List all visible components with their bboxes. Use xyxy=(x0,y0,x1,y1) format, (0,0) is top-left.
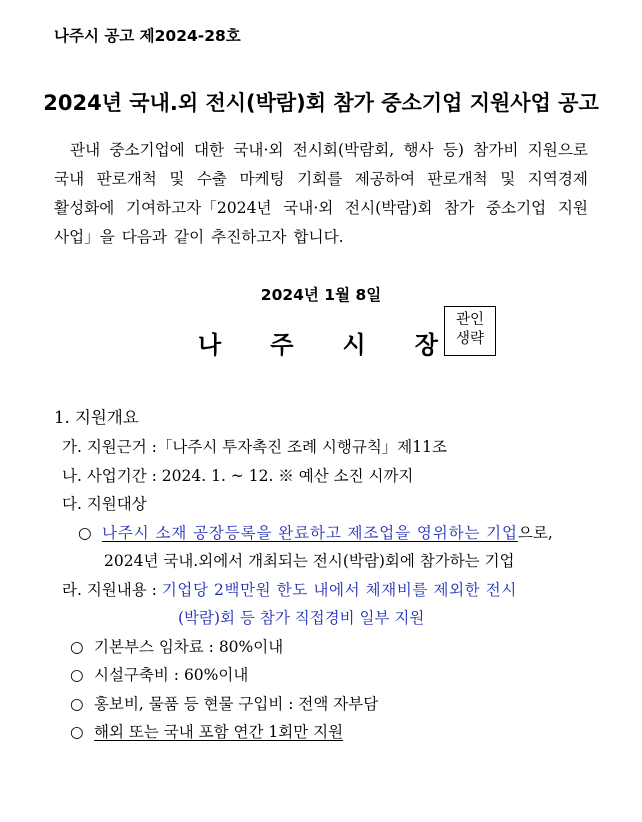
intro-word: 사업」을 xyxy=(54,228,115,246)
seal-line: 관인 xyxy=(455,312,484,328)
intro-line xyxy=(54,227,588,247)
intro-word: 행사 xyxy=(403,141,434,159)
intro-word: 중소기업 xyxy=(485,199,547,217)
bullet-circle: ○ xyxy=(70,638,84,656)
intro-word: 국내·외 xyxy=(283,199,334,217)
support-target-label: 다. 지원대상 xyxy=(62,495,147,513)
target-condition: 나주시 소재 공장등록을 완료하고 제조업을 영위하는 기업 xyxy=(102,524,518,542)
signer-char: 나 xyxy=(198,331,222,359)
intro-word: 지역경제 xyxy=(527,170,588,188)
list-item xyxy=(70,665,248,685)
intro-word: 참가비 xyxy=(473,141,519,159)
support-basis: 가. 지원근거 :「나주시 투자촉진 조례 시행규칙」제11조 xyxy=(62,438,447,456)
intro-word: 합니다. xyxy=(293,228,344,246)
signer-char: 시 xyxy=(342,331,366,359)
list-item xyxy=(70,637,283,657)
list-item-text: 해외 또는 국내 포함 연간 1회만 지원 xyxy=(94,723,344,741)
intro-word: 수출 xyxy=(196,170,227,188)
notice-date: 2024년 1월 8일 xyxy=(260,286,382,304)
intro-word: 대한 xyxy=(193,141,225,159)
intro-word: 제공하여 xyxy=(354,170,416,188)
signer-title xyxy=(198,325,438,360)
intro-word: 관내 xyxy=(70,141,101,159)
intro-word: 판로개척 xyxy=(427,170,488,188)
intro-word: 전시회(박람회, xyxy=(292,141,395,159)
intro-word: 기회를 xyxy=(297,170,343,188)
list-item-text: 기본부스 임차료 : 80%이내 xyxy=(94,638,284,656)
intro-word: 지원으로 xyxy=(527,141,588,159)
target-condition-tail: 으로, xyxy=(517,524,553,542)
list-item xyxy=(70,694,378,714)
intro-word: 판로개척 xyxy=(96,170,157,188)
intro-word: 국내·외 xyxy=(233,141,284,159)
intro-word: 중소기업에 xyxy=(109,141,185,159)
project-period: 나. 사업기간 : 2024. 1. ~ 12. ※ 예산 소진 시까지 xyxy=(62,467,414,485)
intro-word: 지원 xyxy=(557,199,588,217)
signer-char: 장 xyxy=(414,331,438,359)
intro-word: 및 xyxy=(169,170,185,188)
notice-number: 나주시 공고 제2024-28호 xyxy=(54,27,241,45)
seal-line: 생략 xyxy=(455,331,484,347)
bullet-circle: ○ xyxy=(78,524,92,542)
intro-line xyxy=(70,140,588,160)
support-content xyxy=(62,580,517,600)
intro-word: 같이 xyxy=(174,228,205,246)
support-content-label: 라. 지원내용 : xyxy=(62,581,157,599)
support-content-text-cont: (박람)회 등 참가 직접경비 일부 지원 xyxy=(178,609,425,627)
intro-word: 및 xyxy=(500,170,516,188)
official-seal-box xyxy=(444,306,496,356)
intro-word: 기여하고자「2024년 xyxy=(125,199,272,217)
intro-word: 국내 xyxy=(54,170,85,188)
intro-word: 다음과 xyxy=(121,228,167,246)
support-target-item-cont: 2024년 국내.외에서 개최되는 전시(박람)회에 참가하는 기업 xyxy=(104,552,515,570)
bullet-circle: ○ xyxy=(70,666,84,684)
signer-char: 주 xyxy=(270,331,294,359)
intro-word: 전시(박람)회 xyxy=(345,199,433,217)
support-content-text: 기업당 2백만원 한도 내에서 체재비를 제외한 전시 xyxy=(161,581,517,599)
intro-word: 추진하고자 xyxy=(211,228,287,246)
list-item-text: 시설구축비 : 60%이내 xyxy=(94,666,249,684)
list-item xyxy=(70,722,343,742)
bullet-circle: ○ xyxy=(70,723,84,741)
document-title: 2024년 국내.외 전시(박람)회 참가 중소기업 지원사업 공고 xyxy=(43,91,599,115)
intro-line xyxy=(54,198,588,218)
intro-word: 등) xyxy=(442,141,464,159)
support-target-item xyxy=(78,523,553,543)
intro-word: 마케팅 xyxy=(239,170,285,188)
section-heading: 1. 지원개요 xyxy=(54,408,139,427)
intro-word: 참가 xyxy=(444,199,475,217)
intro-line xyxy=(54,169,588,189)
bullet-circle: ○ xyxy=(70,695,84,713)
intro-word: 활성화에 xyxy=(54,199,115,217)
list-item-text: 홍보비, 물품 등 현물 구입비 : 전액 자부담 xyxy=(94,695,379,713)
